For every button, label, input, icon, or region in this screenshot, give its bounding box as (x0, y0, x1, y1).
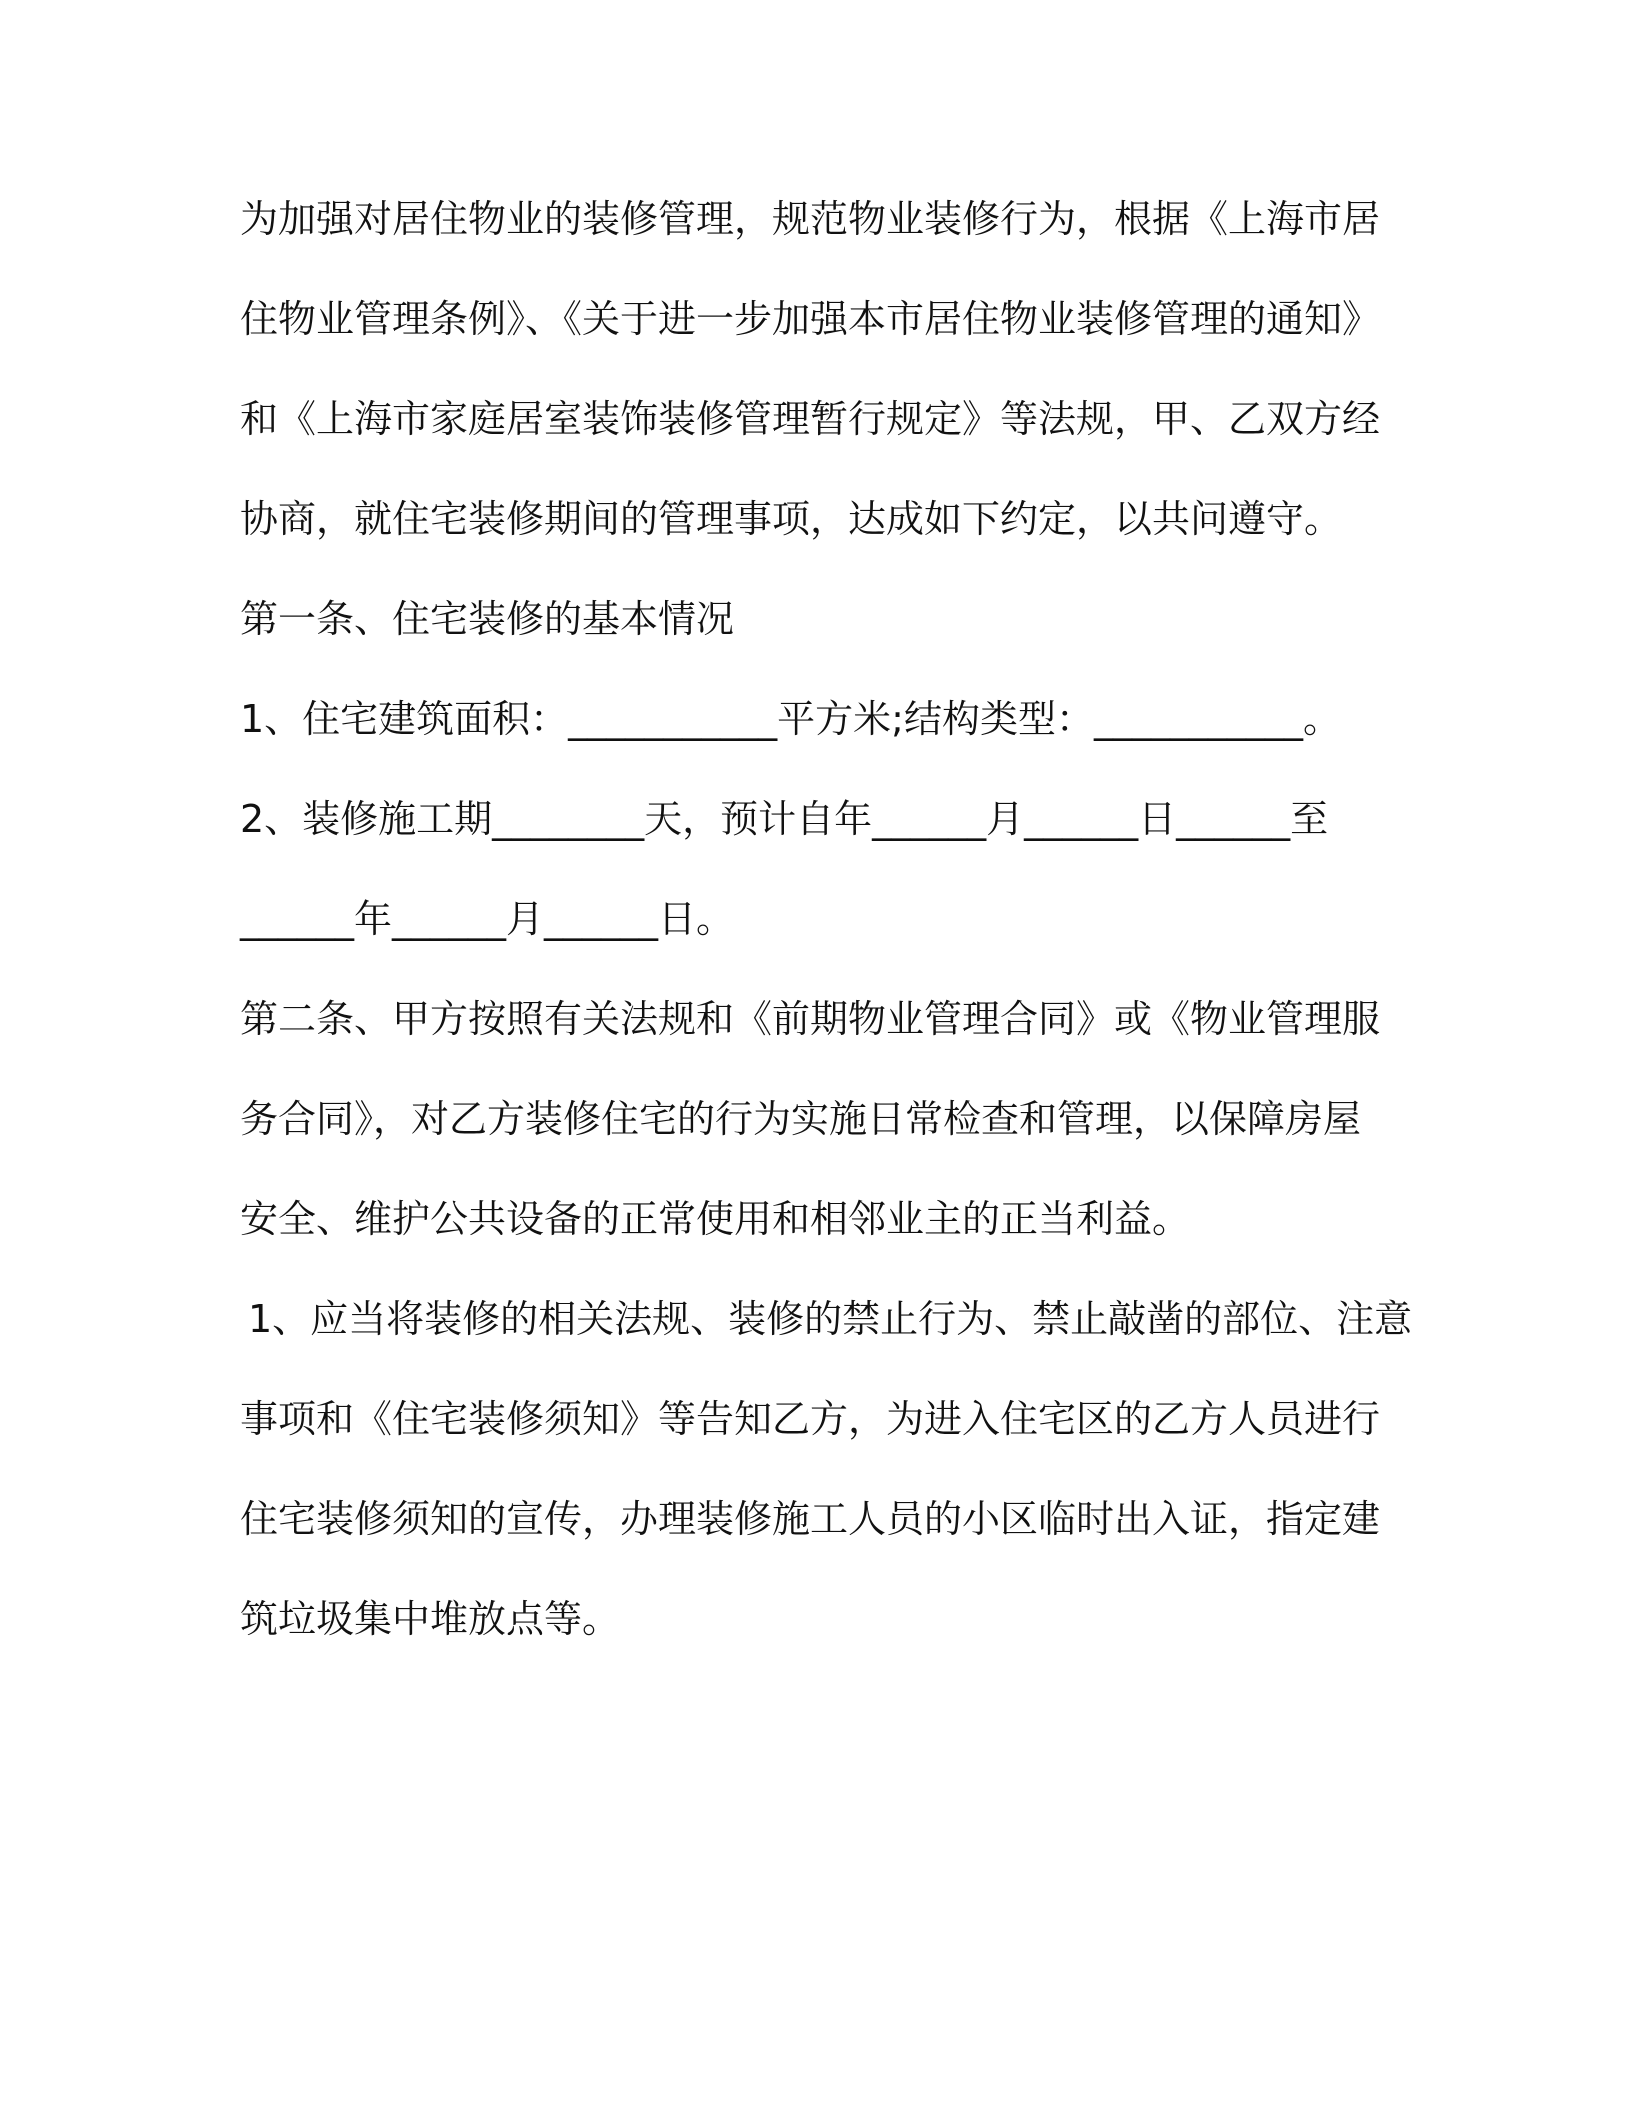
article-2-item-1-line-1: 1、应当将装修的相关法规、装修的禁止行为、禁止敲凿的部位、注意 (248, 1297, 1413, 1341)
paragraph-intro-line-3: 和《上海市家庭居室装饰装修管理暂行规定》等法规，甲、乙双方经 (240, 397, 1381, 441)
article-2-line-1: 第二条、甲方按照有关法规和《前期物业管理合同》或《物业管理服 (240, 997, 1381, 1041)
paragraph-intro-line-4: 协商，就住宅装修期间的管理事项，达成如下约定，以共问遵守。 (240, 497, 1343, 541)
article-2-item-1-line-3: 住宅装修须知的宣传，办理装修施工人员的小区临时出入证，指定建 (240, 1497, 1381, 1541)
article-1-item-1: 1、住宅建筑面积：___________平方米;结构类型：___________。 (240, 697, 1341, 741)
article-2-item-1-line-2: 事项和《住宅装修须知》等告知乙方，为进入住宅区的乙方人员进行 (240, 1397, 1381, 1441)
article-2-item-1-line-4: 筑垃圾集中堆放点等。 (240, 1597, 621, 1641)
article-1-item-2-line-1: 2、装修施工期________天，预计自年______月______日______至 (240, 797, 1329, 841)
article-2-line-3: 安全、维护公共设备的正常使用和相邻业主的正当利益。 (240, 1197, 1191, 1241)
article-2-line-2: 务合同》，对乙方装修住宅的行为实施日常检查和管理，以保障房屋 (240, 1097, 1362, 1141)
article-1-heading: 第一条、住宅装修的基本情况 (240, 597, 735, 641)
paragraph-intro-line-1: 为加强对居住物业的装修管理，规范物业装修行为，根据《上海市居 (240, 197, 1381, 241)
paragraph-intro-line-2: 住物业管理条例》、《关于进一步加强本市居住物业装修管理的通知》 (240, 297, 1381, 341)
article-1-item-2-line-2: ______年______月______日。 (240, 897, 735, 941)
